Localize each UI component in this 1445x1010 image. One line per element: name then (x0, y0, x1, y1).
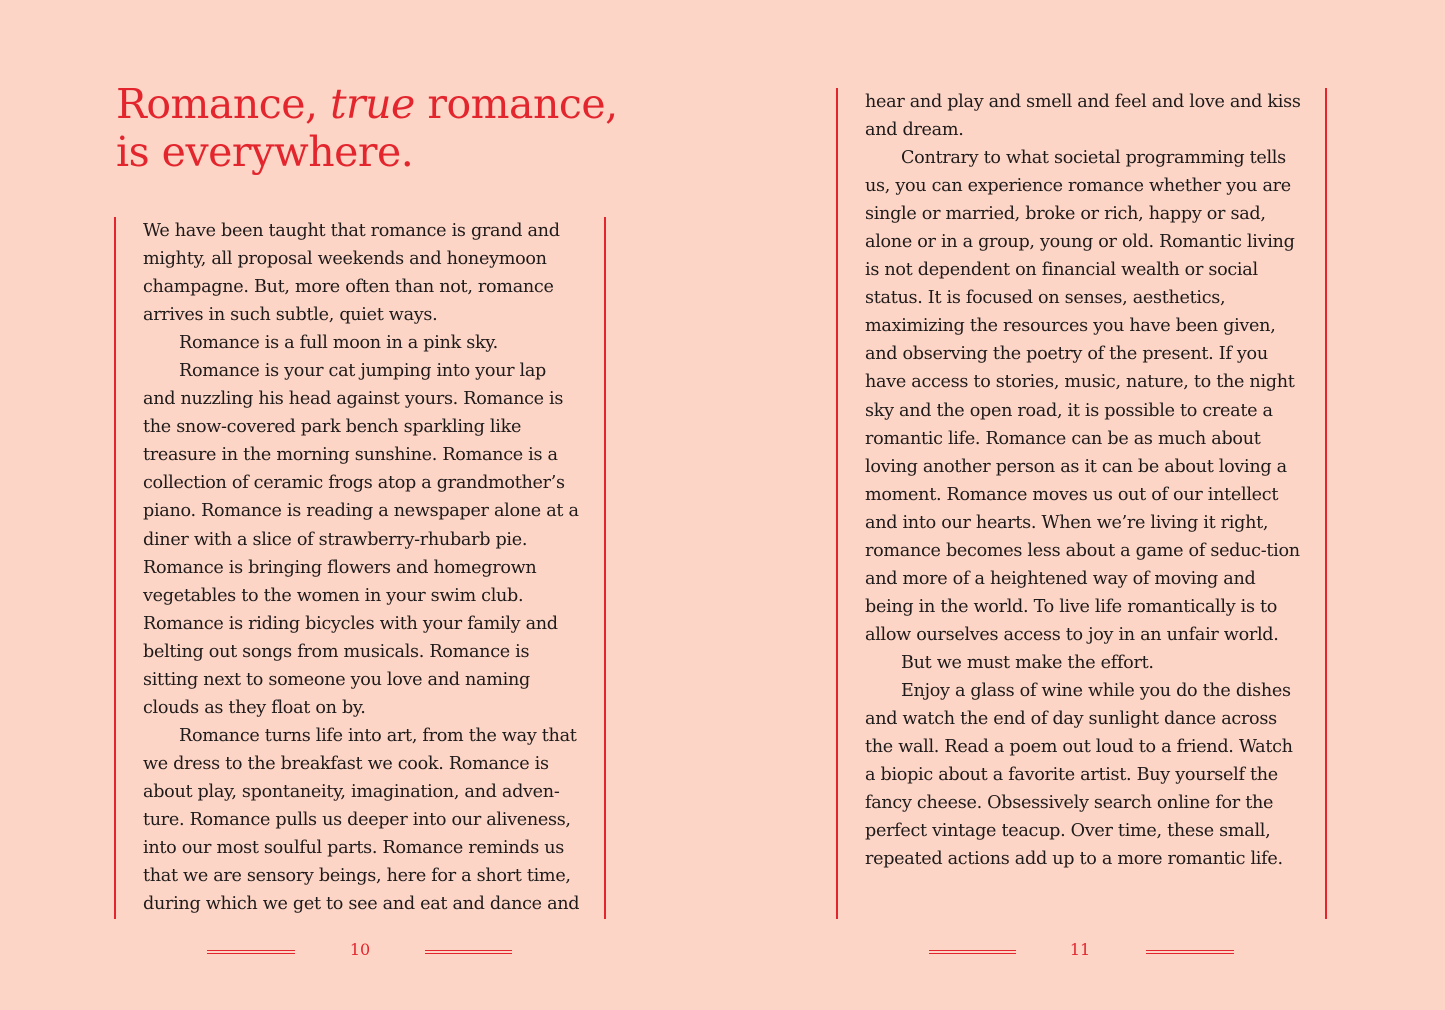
left-column-rule-left (114, 217, 116, 919)
paragraph: We have been taught that romance is grand and mighty, all proposal weekends and honeymoon champagne. But, more often than not, romance arrives in such subtle, quiet ways. (143, 221, 560, 326)
footer-ornament-left (929, 950, 1016, 954)
footer-ornament-right (1146, 950, 1234, 954)
page-number: 10 (349, 940, 371, 959)
right-column-rule-left (836, 88, 838, 919)
left-body-text (143, 217, 583, 918)
paragraph: But we must make the effort. (901, 652, 1154, 673)
paragraph: Romance is your cat jumping into your lap and nuzzling his head against yours. Romance is the snow-covered park bench sparkling like treasure in the morning sunshine. Romance is a collection of ceramic frogs atop a grandmother’s piano. Romance is reading a newspaper alone at a diner with a slice of strawberry-rhubarb pie. Romance is bringing flowers and homegrown vegetables to the women in your swim club. Romance is riding bicycles with your family and belting out songs from musicals. Romance is sitting next to someone you love and naming clouds as they float on by. (143, 361, 579, 718)
footer-ornament-left (207, 950, 295, 954)
paragraph: hear and play and smell and feel and love and kiss and dream. (865, 92, 1301, 141)
left-column-rule-right (604, 217, 606, 919)
heading-italic-word: true (330, 80, 415, 128)
paragraph: Romance turns life into art, from the way that we dress to the breakfast we cook. Romance is about play, spontaneity, imagination, and adven-ture. Romance pulls us deeper into our aliveness, into our most soulful parts. Romance reminds us that we are sensory beings, here for a short time, during which we get to see and eat and dance and (143, 725, 580, 915)
heading-part-1: Romance, (116, 80, 331, 128)
right-column-rule-right (1325, 88, 1327, 919)
right-page (723, 0, 1445, 1010)
footer-ornament-right (425, 950, 512, 954)
heading-line-2: is everywhere. (116, 128, 414, 176)
paragraph: Romance is a full moon in a pink sky. (179, 333, 498, 354)
heading-part-3: romance, (414, 80, 618, 128)
right-body-text (865, 88, 1301, 873)
page-number: 11 (1069, 940, 1091, 959)
left-page (0, 0, 722, 1010)
chapter-heading (116, 80, 636, 176)
paragraph: Enjoy a glass of wine while you do the dishes and watch the end of day sunlight dance across the wall. Read a poem out loud to a friend. Watch a biopic about a favorite artist. Buy yourself the fancy cheese. Obsessively search online for the perfect vintage teacup. Over time, these small, repeated actions add up to a more romantic life. (865, 680, 1293, 870)
paragraph: Contrary to what societal programming tells us, you can experience romance whether you are single or married, broke or rich, happy or sad, alone or in a group, young or old. Romantic living is not dependent on financial wealth or social status. It is focused on senses, aesthetics, maximizing the resources you have been given, and observing the poetry of the present. If you have access to stories, music, nature, to the night sky and the open road, it is possible to create a romantic life. Romance can be as much about loving another person as it can be about loving a moment. Romance moves us out of our intellect and into our hearts. When we’re living it right, romance becomes less about a game of seduc-tion and more of a heightened way of moving and being in the world. To live life romantically is to allow ourselves access to joy in an unfair world. (865, 148, 1300, 645)
